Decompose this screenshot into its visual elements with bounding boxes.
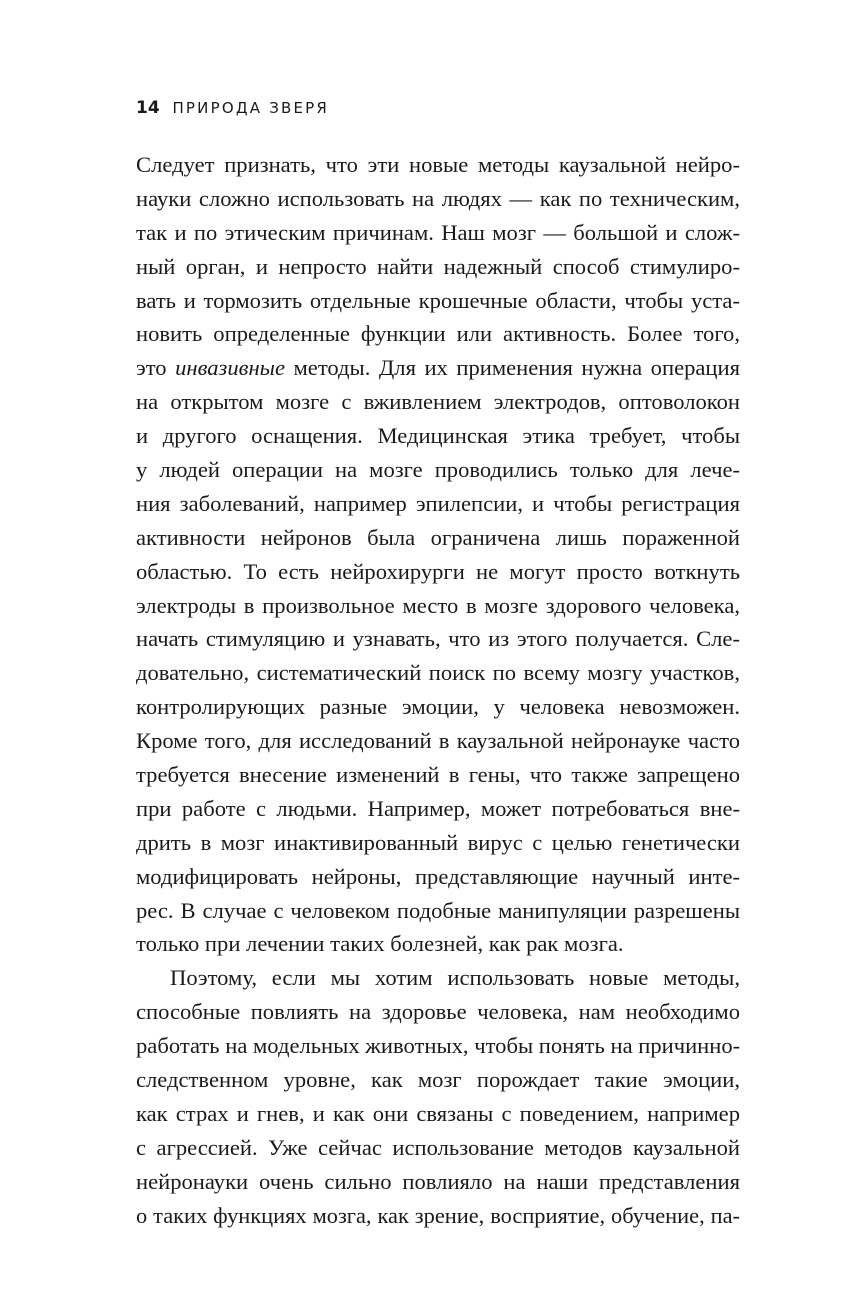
text-line: нейронауки очень сильно повлияло на наши представления (136, 1168, 740, 1194)
text-line: только при лечении таких болезней, как рак мозга. (136, 931, 624, 957)
text-line: Следует признать, что эти новые методы каузальной нейро- (136, 152, 740, 177)
paragraph-2 (136, 961, 740, 1232)
text-line: вать и тормозить отдельные крошечные области, чтобы уста- (136, 287, 740, 313)
text-line: дрить в мозг инактивированный вирус с целью генетически (136, 829, 740, 855)
paragraph-1 (136, 148, 740, 961)
text-line: контролирующих разные эмоции, у человека невозможен. (136, 694, 740, 720)
text-line: у людей операции на мозге проводились только для лече- (136, 457, 740, 483)
running-head (136, 96, 329, 120)
text-line: довательно, систематический поиск по всему мозгу участков, (136, 660, 740, 686)
text-line: ния заболеваний, например эпилепсии, и чтобы регистрация (136, 490, 740, 516)
section-title: ПРИРОДА ЗВЕРЯ (172, 99, 330, 117)
text-line: электроды в произвольное место в мозге здорового человека, (136, 592, 740, 618)
text-line: с агрессией. Уже сейчас использование методов каузальной (136, 1134, 740, 1160)
text-line: Поэтому, если мы хотим использовать новые методы, (170, 965, 740, 991)
text-line: Кроме того, для исследований в каузальной нейронауке часто (136, 728, 740, 754)
text-line: следственном уровне, как мозг порождает такие эмоции, (136, 1067, 740, 1093)
text-line: рес. В случае с человеком подобные манипуляции разрешены (136, 897, 740, 923)
text-line: областью. То есть нейрохирурги не могут просто воткнуть (136, 558, 740, 584)
text-line: ный орган, и непросто найти надежный способ стимулиро- (136, 253, 740, 279)
text-line: способные повлиять на здоровье человека, нам необходимо (136, 999, 740, 1025)
text-line: о таких функциях мозга, как зрение, восприятие, обучение, па- (136, 1202, 740, 1228)
text-line: новить определенные функции или активность. Более того, (136, 321, 740, 347)
page-number: 14 (136, 98, 160, 118)
text-line: при работе с людьми. Например, может потребоваться вне- (136, 795, 740, 821)
text-line: работать на модельных животных, чтобы понять на причинно- (136, 1033, 741, 1059)
body-text (136, 148, 740, 1233)
text-line: активности нейронов была ограничена лишь пораженной (136, 524, 740, 550)
text-line: науки сложно использовать на людях — как по техническим, (136, 185, 740, 211)
text-line: это инвазивные методы. Для их применения нужна операция (136, 355, 740, 381)
text-line: как страх и гнев, и как они связаны с поведением, например (136, 1100, 740, 1126)
italic-term: инвазивные (175, 355, 285, 381)
text-line: на открытом мозге с вживлением электродов, оптоволокон (136, 389, 740, 415)
text-line: начать стимуляцию и узнавать, что из этого получается. Сле- (136, 626, 740, 652)
text-line: так и по этическим причинам. Наш мозг — большой и слож- (136, 219, 740, 245)
text-line: требуется внесение изменений в гены, что также запрещено (136, 762, 740, 788)
text-line: модифицировать нейроны, представляющие научный инте- (136, 863, 740, 889)
text-line: и другого оснащения. Медицинская этика требует, чтобы (136, 423, 740, 449)
